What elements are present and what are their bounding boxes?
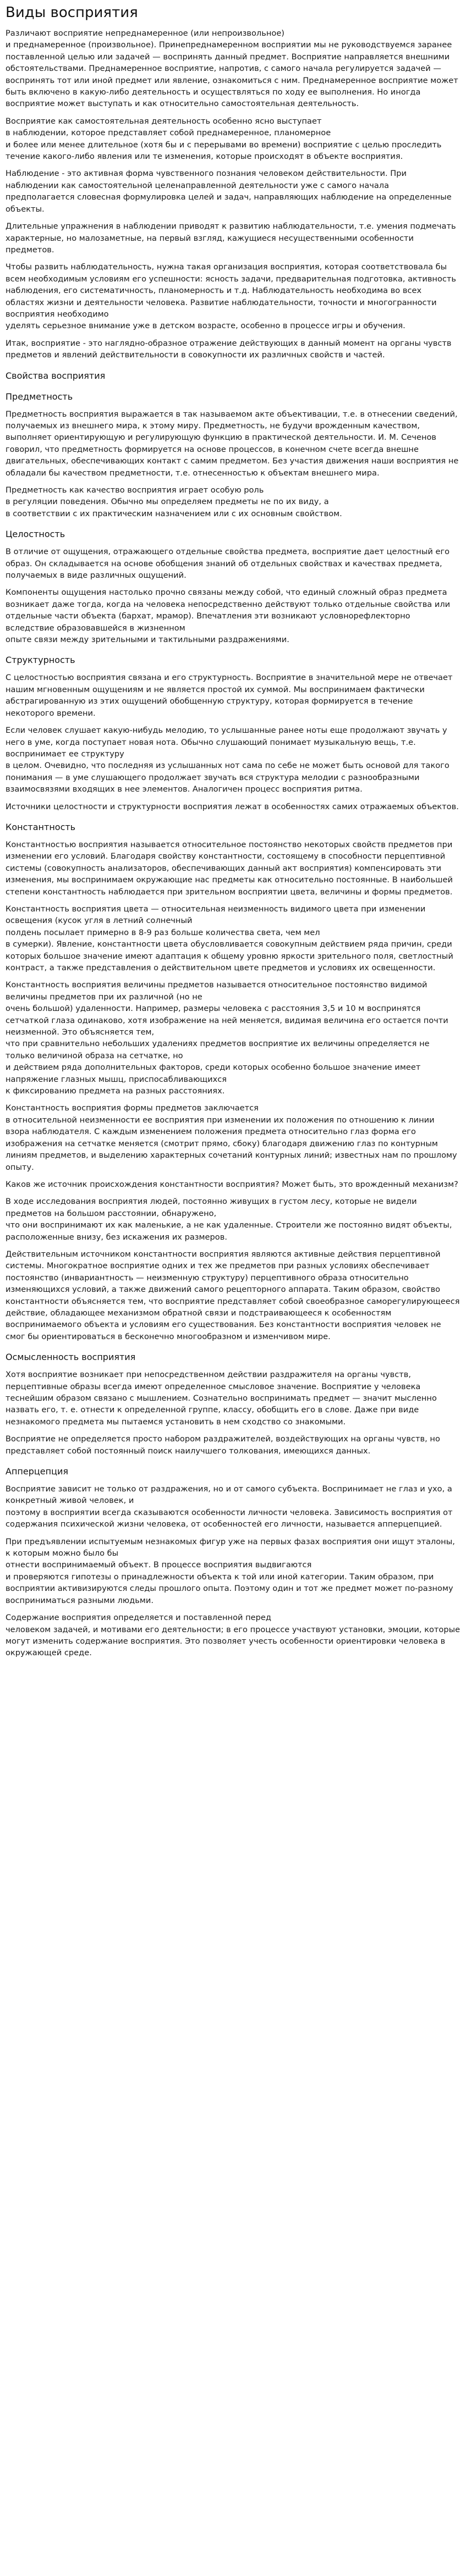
page-title: Виды восприятия xyxy=(6,4,138,21)
paragraph: Восприятие зависит не только от раздражения, но и от самого субъекта. Воспринимает не глаз и ухо, а конкретный живой человек, и поэтому в восприятии всегда сказываются особенности личности человека. Зависимость восприятия от содержания психической жизни человека, от особенностей его личности, называется апперцепцией. xyxy=(6,1484,453,1529)
paragraph: Чтобы развить наблюдательность, нужна такая организация восприятия, которая соответствовала бы всем необходимым условиям его успешности: ясность задачи, предварительная подготовка, активность наблюдения, его систематичность, планомерность и т.д. Наблюдательность необходима во всех областях жизни и деятельности человека. Развитие наблюдательности, точности и многогранности восприятия необходимо уделять серьезное внимание уже в детском возрасте, особенно в процессе игры и обучения. xyxy=(6,262,457,331)
section-heading: Осмысленность восприятия xyxy=(6,1352,136,1363)
paragraph: Восприятие не определяется просто набором раздражителей, воздействующих на органы чувств, но представляет собой постоянный поиск наилучшего толкования, имеющихся данных. xyxy=(6,1434,440,1456)
section-heading: Целостность xyxy=(6,529,65,540)
paragraph: Каков же источник происхождения константности восприятия? Может быть, это врожденный механизм? xyxy=(6,1179,458,1189)
paragraph: Итак, восприятие - это наглядно-образное отражение действующих в данный момент на органы чувств предметов и явлений действительности в совокупности их различных свойств и частей. xyxy=(6,338,452,360)
section-heading: Свойства восприятия xyxy=(6,370,106,381)
section-heading: Апперцепция xyxy=(6,1466,68,1477)
paragraph: Константность восприятия цвета — относительная неизменность видимого цвета при изменении освещения (кусок угля в летний солнечный полдень посылает примерно в 8-9 раз больше количества света, чем мел в сумерки). Явление, константности цвета обусловливается совокупным действием ряда причин, среди которых большое значение имеют адаптация к общему уровню яркости зрительного поля, светлостный контраст, а также представления о действительном цвете предметов и условиях их освещенности. xyxy=(6,904,453,972)
paragraph: В ходе исследования восприятия людей, постоянно живущих в густом лесу, которые не видели предметов на большом расстоянии, обнаружено, что они воспринимают их как маленькие, а не как удаленные. Строители же постоянно видят объекты, расположенные внизу, без искажения их размеров. xyxy=(6,1197,452,1242)
paragraph: Хотя восприятие возникает при непосредственном действии раздражителя на органы чувств, перцептивные образы всегда имеют определенное смысловое значение. Восприятие у человека теснейшим образом связано с мышлением. Сознательно воспринимать предмет — значит мысленно назвать его, т. е. отнести к определенной группе, классу, обобщить его в слове. Даже при виде незнакомого предмета мы пытаемся установить в нем сходство со знакомыми. xyxy=(6,1370,437,1427)
paragraph: Действительным источником константности восприятия являются активные действия перцептивной системы. Многократное восприятие одних и тех же предметов при разных условиях обеспечивает постоянство (инвариантность — неизменную структуру) перцептивного образа относительно изменяющихся условий, а также движений самого рецепторного аппарата. Таким образом, свойство константности объясняется тем, что восприятие представляет собой своеобразное саморегулирующееся действие, обладающее механизмом обратной связи и подстраивающееся к особенностям воспринимаемого объекта и условиям его существования. Без константности восприятия человек не смог бы ориентироваться в бесконечно многообразном и изменчивом мире. xyxy=(6,1249,460,1341)
paragraph: При предъявлении испытуемым незнакомых фигур уже на первых фазах восприятия они ищут эталоны, к которым можно было бы отнести воспринимаемый объект. В процессе восприятия выдвигаются и проверяются гипотезы о принадлежности объекта к той или иной категории. Таким образом, при восприятии активизируются следы прошлого опыта. Поэтому один и тот же предмет может по-разному восприниматься разными людьми. xyxy=(6,1536,455,1605)
paragraph: Различают восприятие непреднамеренное (или непроизвольное) и преднамеренное (произвольное). Принепреднамеренном восприятии мы не руководствуемся заранее поставленной целью или задачей — воспринять данный предмет. Восприятие направляется внешними обстоятельствами. Преднамеренное восприятие, напротив, с самого начала регулируется задачей — воспринять тот или иной предмет или явление, ознакомиться с ним. Преднамеренное восприятие может быть включено в какую-либо деятельность и осуществляться по ходу ее выполнения. Но иногда восприятие может выступать и как относительно самостоятельная деятельность. xyxy=(6,29,458,109)
section-heading: Структурность xyxy=(6,655,75,666)
section-heading: Константность xyxy=(6,821,76,832)
paragraph: Константностью восприятия называется относительное постоянство некоторых свойств предметов при изменении его условий. Благодаря свойству константности, состоящему в способности перцептивной системы (совокупность анализаторов, обеспечивающих данный акт восприятия) компенсировать эти изменения, мы воспринимаем окружающие нас предметы как относительно постоянные. В наибольшей степени константность наблюдается при зрительном восприятии цвета, величины и формы предметов. xyxy=(6,839,453,897)
paragraph: Если человек слушает какую-нибудь мелодию, то услышанные ранее ноты еще продолжают звучать у него в уме, когда поступает новая нота. Обычно слушающий понимает музыкальную вещь, т.е. воспринимает ее структуру в целом. Очевидно, что последняя из услышанных нот сама по себе не может быть основой для такого понимания — в уме слушающего продолжает звучать вся структура мелодии с разнообразными взаимосвязями входящих в нее элементов. Аналогичен процесс восприятия ритма. xyxy=(6,726,449,794)
paragraph: Содержание восприятия определяется и поставленной перед человеком задачей, и мотивами его деятельности; в его процессе участвуют установки, эмоции, которые могут изменить содержание восприятия. Это позволяет учесть особенности ориентировки человека в окружающей среде. xyxy=(6,1613,460,1658)
paragraph: Константность восприятия величины предметов называется относительное постоянство видимой величины предметов при их различной (но не очень большой) удаленности. Например, размеры человека с расстояния 3,5 и 10 м воспринятся сетчаткой глаза одинаково, хотя изображение на ней меняется, видимая величина его остается почти неизменной. Это объясняется тем, что при сравнительно небольших удалениях предметов восприятие их величины определяется не только величиной образа на сетчатке, но и действием ряда дополнительных факторов, среди которых особенно большое значение имеет напряжение глазных мышц, приспосабливающихся к фиксированию предмета на разных расстояниях. xyxy=(6,980,448,1096)
paragraph: Предметность восприятия выражается в так называемом акте объективации, т.е. в отнесении сведений, получаемых из внешнего мира, к этому миру. Предметность, не будучи врожденным качеством, выполняет ориентирующую и регулирующую функцию в практической деятельности. И. М. Сеченов говорил, что предметность формируется на основе процессов, в конечном счете всегда внешне двигательных, обеспечивающих контакт с самим предметом. Без участия движения наши восприятия не обладали бы качеством предметности, т.е. отнесенностью к объектам внешнего мира. xyxy=(6,409,459,478)
section-heading: Предметность xyxy=(6,391,73,402)
paragraph: В отличие от ощущения, отражающего отдельные свойства предмета, восприятие дает целостный его образ. Он складывается на основе обобщения знаний об отдельных свойствах и качествах предмета, получаемых в виде различных ощущений. xyxy=(6,547,450,581)
paragraph: Предметность как качество восприятия играет особую роль в регуляции поведения. Обычно мы определяем предметы не по их виду, а в соответствии с их практическим назначением или с их основным свойством. xyxy=(6,485,342,518)
paragraph: С целостностью восприятия связана и его структурность. Восприятие в значительной мере не отвечает нашим мгновенным ощущениям и не является простой их суммой. Мы воспринимаем фактически абстрагированную из этих ощущений обобщенную структуру, которая формируется в течение некоторого времени. xyxy=(6,673,453,718)
paragraph: Константность восприятия формы предметов заключается в относительной неизменности ее восприятия при изменении их положения по отношению к линии взора наблюдателя. С каждым изменением положения предмета относительно глаз форма его изображения на сетчатке меняется (смотрит прямо, сбоку) благодаря движению глаз по контурным линиям предметов, и выделению характерных сочетаний контурных линий; известных нам по прошлому опыту. xyxy=(6,1103,457,1172)
paragraph: Источники целостности и структурности восприятия лежат в особенностях самих отражаемых объектов. xyxy=(6,801,459,811)
paragraph: Наблюдение - это активная форма чувственного познания человеком действительности. При наблюдении как самостоятельной целенаправленной деятельности уже с самого начала предполагается словесная формулировка целей и задач, направляющих наблюдение на определенные объекты. xyxy=(6,169,452,214)
paragraph: Восприятие как самостоятельная деятельность особенно ясно выступает в наблюдении, которое представляет собой преднамеренное, планомерное и более или менее длительное (хотя бы и с перерывами во времени) восприятие с целью проследить течение какого-либо явления или те изменения, которые происходят в объекте восприятия. xyxy=(6,116,442,162)
paragraph: Длительные упражнения в наблюдении приводят к развитию наблюдательности, т.е. умения подмечать характерные, но малозаметные, на первый взгляд, кажущиеся несущественными особенности предметов. xyxy=(6,222,456,255)
paragraph: Компоненты ощущения настолько прочно связаны между собой, что единый сложный образ предмета возникает даже тогда, когда на человека непосредственно действуют только отдельные свойства или отдельные части объекта (бархат, мрамор). Впечатления эти возникают условнорефлекторно вследствие образовавшейся в жизненном опыте связи между зрительными и тактильными раздражениями. xyxy=(6,588,451,645)
